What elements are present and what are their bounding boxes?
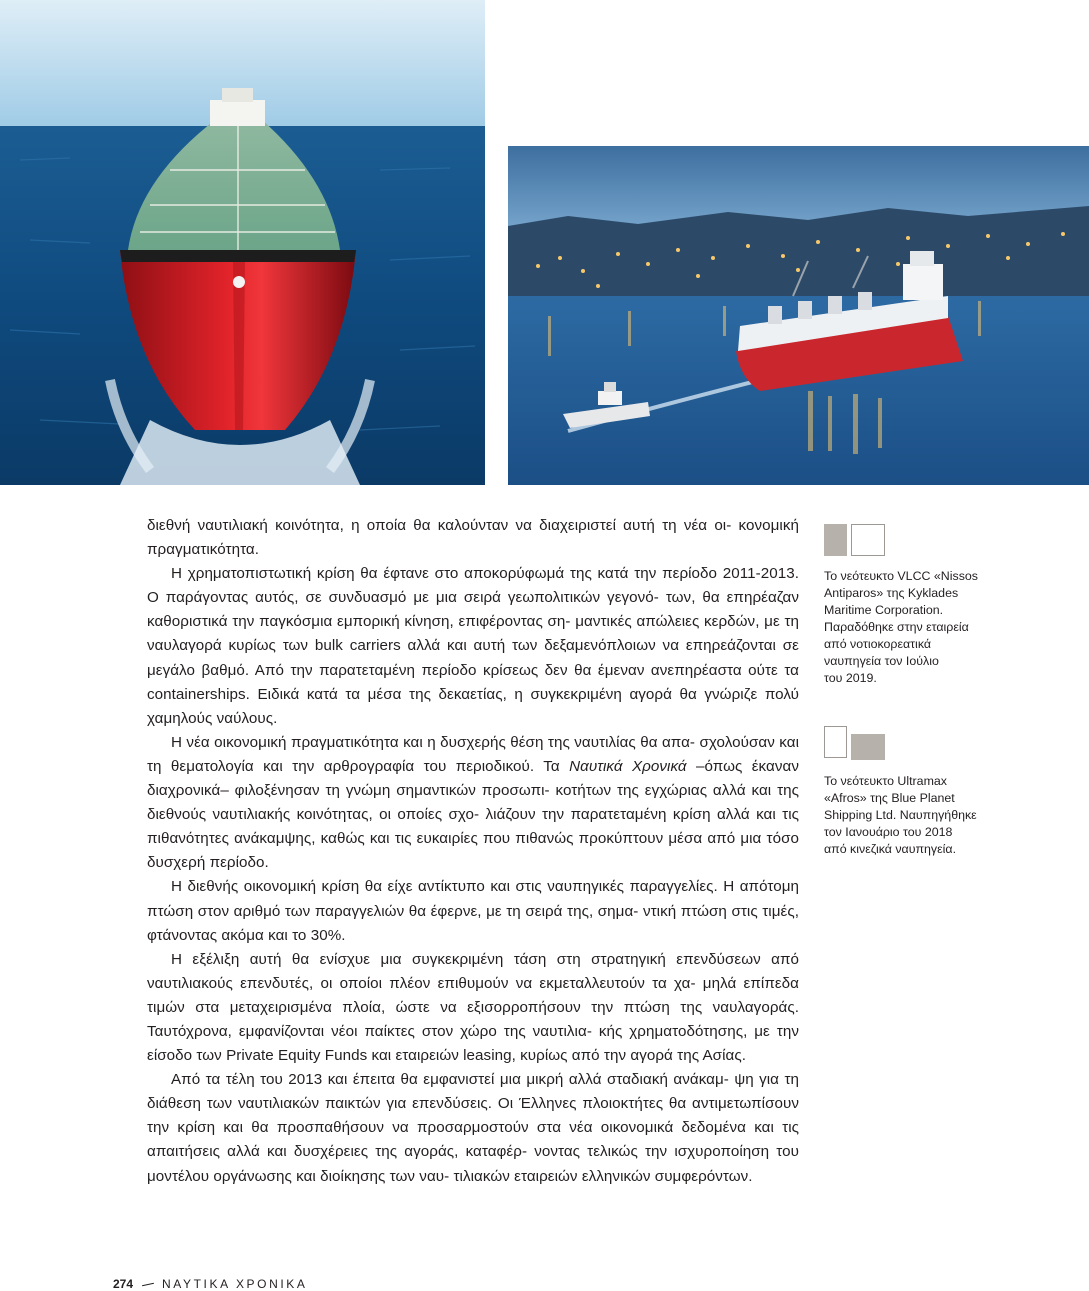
caption-line: Shipping Ltd. Ναυπηγήθηκε [824,808,977,822]
caption-line: Antiparos» της Kyklades [824,586,959,600]
photo-caption-bulk-carrier [824,773,1024,858]
caption-line: από νοτιοκορεατικά [824,637,932,651]
article-paragraph: διεθνή ναυτιλιακή κοινότητα, η οποία θα καλούνταν να διαχειριστεί αυτή τη νέα οι- κονομική πραγματικότητα. [147,517,799,559]
caption-line: Το νεότευκτο VLCC «Nissos [824,569,978,583]
caption-line: «Afros» της Blue Planet [824,791,955,805]
caption-line: Παραδόθηκε στην εταιρεία [824,620,969,634]
article-paragraph: Η εξέλιξη αυτή θα ενίσχυε μια συγκεκριμένη τάση στη στρατηγική επενδύσεων από ναυτιλιακούς επενδυτές, οι οποίοι πλέον επιθυμούν να εκμεταλλευτούν τα χα- μηλά επίπεδα τιμών στα μεταχειρισμένα πλοία, ώστε να εξισορροπήσουν την πτώση της ναυλαγοράς. Ταυτόχρονα, εμφανίζονται νέοι παίκτες στον χώρο της ναυτιλια- κής χρηματοδότησης, με την είσοδο των Private Equity Funds και εταιρειών leasing, κυρίως από την αγορά της Ασίας. [147,950,799,1065]
article-paragraph: Η διεθνής οικονομική κρίση θα είχε αντίκτυπο και στις ναυπηγικές παραγγελίες. Η απότομη πτώση στον αριθμό των παραγγελιών θα έφερνε, με τη σειρά της, σημα- ντική πτώση στις τιμές, φτάνοντας ακόμα και το 30%. [147,878,799,944]
page-number: 274 [113,1277,134,1291]
article-paragraph: Η νέα οικονομική πραγματικότητα και η δυσχερής θέση της ναυτιλίας θα απα- σχολούσαν και τη θεματολογία και την αρθρογραφία του περιοδικού. Τα Ναυτικά Χρονικά –όπως έκαναν διαχρονικά– φιλοξένησαν τη γνώμη σημαντικών προσωπι- κοτήτων της εγχώριας αλλά και της διεθνούς ναυτιλιακής κοινότητας, οι οποίες σχο- λιάζουν την παρατεταμένη κρίση αλλά και τις πιθανότητες ανάκαμψης, καθώς και τις ευκαιρίες που πιθανώς προκύπτουν μέσα από μια τόσο δυσχερή περίοδο. [147,733,799,872]
page-footer [113,1277,308,1291]
tanker-photo [0,0,485,485]
caption-line: ναυπηγεία τον Ιούλιο [824,654,939,668]
article-paragraph: Από τα τέλη του 2013 και έπειτα θα εμφανιστεί μια μικρή αλλά σταδιακή ανάκαμ- ψη για τη διάθεση των ναυτιλιακών παικτών για επενδύσεις. Οι Έλληνες πλοιοκτήτες θα αντιμετωπίσουν την κρίση και θα προσπαθήσουν να προσαρμοστούν στα νέα οικονομικά δεδομένα και τις απαιτήσεις αλλά και δυσχέρειες της αγοράς, καταφέρ- νοντας τελικώς την ισχυροποίηση του μοντέλου οργάνωσης και διοίκησης των ναυ- τιλιακών εταιρειών ελληνικών συμφερόντων. [147,1071,799,1185]
article-body [147,514,799,1189]
caption-marker-empty [851,524,885,556]
caption-line: Το νεότευκτο Ultramax [824,774,947,788]
magazine-name: ΝΑΥΤΙΚΑ ΧΡΟΝΙΚΑ [162,1277,308,1291]
caption-line: Maritime Corporation. [824,603,944,617]
caption-marker-filled [851,734,885,760]
footer-separator [142,1283,154,1286]
caption-line: τον Ιανουάριο του 2018 [824,825,953,839]
caption-line: του 2019. [824,671,877,685]
caption-marker-empty [824,726,847,758]
caption-marker-filled [824,524,847,556]
bulk-carrier-photo [508,146,1089,485]
caption-line: από κινεζικά ναυπηγεία. [824,842,957,856]
bulk-carrier-illustration [508,146,1089,485]
magazine-title-italic: Ναυτικά Χρονικά [569,757,687,775]
article-paragraph: Η χρηματοπιστωτική κρίση θα έφτανε στο αποκορύφωμά της κατά την περίοδο 2011-2013. Ο παράγοντας αυτός, σε συνδυασμό με μια σειρά γεωπολιτικών γεγονό- των, θα επηρέαζαν καθοριστικά την παγκόσμια εμπορική κίνηση, επιφέροντας ση- μαντικές απώλειες κερδών, με τη ναυλαγορά κυρίως των bulk carriers αλλά και αυτή των δεξαμενόπλοιων να επηρεάζονται σε μεγάλο βαθμό. Από την παρατεταμένη περίοδο κρίσεως δεν θα έμεναν ανεπηρέαστα ούτε τα containerships. Ειδικά κατά τα μέσα της δεκαετίας, η συγκεκριμένη αγορά θα γνώριζε πολύ χαμηλούς ναύλους. [147,565,799,727]
photo-caption-tanker [824,568,1024,687]
tanker-illustration [0,0,485,485]
